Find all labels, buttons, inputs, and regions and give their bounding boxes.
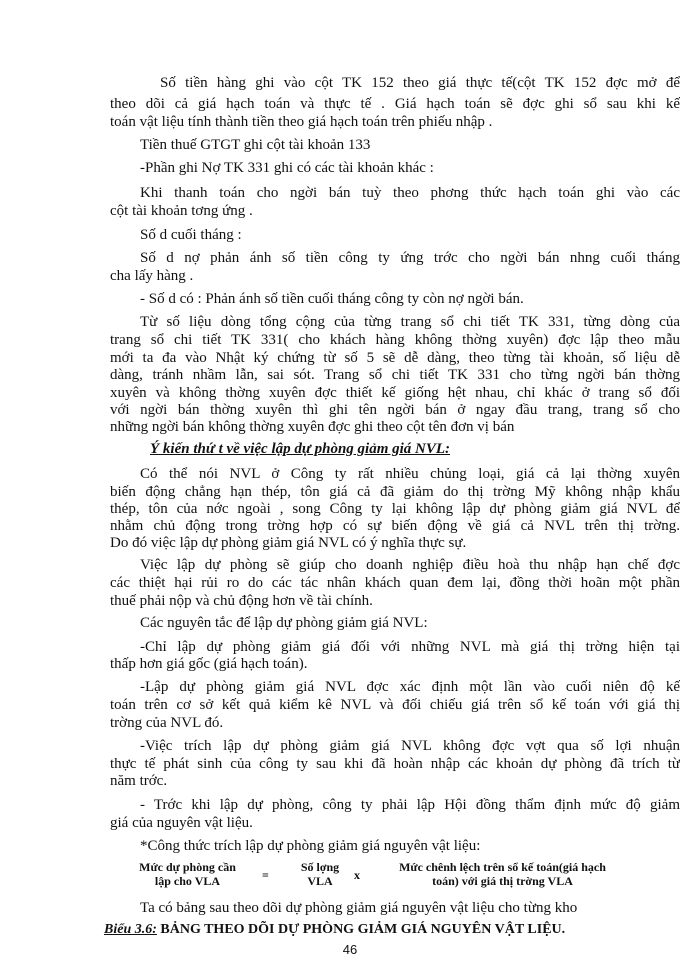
- paragraph-line: toán trên cơ sở kết quả kiểm kê NVL và đối chiếu giá trên sổ kế toán với giá thị: [110, 697, 680, 713]
- paragraph-line: cột tài khoản tơng ứng .: [110, 203, 253, 219]
- paragraph-line: trang sổ chi tiết TK 331( cho khách hàng không thờng xuyên) đợc lập theo mẫu: [110, 332, 680, 348]
- paragraph-line: mới ta đa vào Nhật ký chứng từ số 5 sẽ dễ dàng, theo từng tài khoản, số liệu dễ: [110, 350, 680, 366]
- paragraph-line: -Việc trích lập dự phòng giảm giá NVL không đợc vợt qua số lợi nhuận: [140, 738, 680, 754]
- paragraph-line: Số d nợ phản ánh số tiền công ty ứng trớc cho ngời bán nhng cuối tháng: [140, 250, 680, 266]
- formula-lhs-line2: lập cho VLA: [154, 874, 221, 888]
- paragraph-line: Số tiền hàng ghi vào cột TK 152 theo giá thực tế(cột TK 152 đợc mở để: [160, 75, 680, 91]
- paragraph-line: Từ số liệu dòng tổng cộng của từng trang sổ chi tiết TK 331, từng dòng của: [140, 314, 680, 330]
- paragraph-line: Việc lập dự phòng sẽ giúp cho doanh nghiệp điều hoà thu nhập hạn chế đợc: [140, 557, 680, 573]
- section-heading: Ý kiến thứ t về việc lập dự phòng giảm giá NVL:: [150, 441, 451, 457]
- caption-text: BẢNG THEO DÕI DỰ PHÒNG GIẢM GIÁ NGUYÊN VẬT LIỆU.: [156, 922, 566, 937]
- paragraph-line: Các nguyên tắc để lập dự phòng giảm giá NVL:: [140, 615, 428, 631]
- formula-equals: =: [262, 868, 269, 882]
- paragraph-line: năm trớc.: [110, 773, 168, 789]
- paragraph-line: thấp hơn giá gốc (giá hạch toán).: [110, 656, 308, 672]
- formula-lhs: [130, 860, 245, 888]
- paragraph-line: -Phần ghi Nợ TK 331 ghi có các tài khoản khác :: [140, 160, 434, 176]
- paragraph-line: xuyên và không thờng xuyên đợc thiết kế giống hệt nhau, chỉ khác ở trang sổ đối: [110, 385, 680, 401]
- paragraph-line: Ta có bảng sau theo dõi dự phòng giảm giá nguyên vật liệu cho từng kho: [140, 900, 578, 916]
- formula-rhs-line1: Mức chênh lệch trên sổ kế toán(giá hạch: [399, 860, 606, 874]
- paragraph-line: giá của nguyên vật liệu.: [110, 815, 253, 831]
- caption-label: Biểu 3.6:: [104, 922, 157, 937]
- paragraph-line: những ngời bán không thờng xuyên đợc ghi theo cột tên đơn vị bán: [110, 419, 515, 435]
- paragraph-line: dàng, tránh nhầm lẫn, sai sót. Trang sổ chi tiết TK 331 cho từng ngời bán thờng: [110, 367, 680, 383]
- table-caption: [104, 922, 565, 938]
- paragraph-line: -Chỉ lập dự phòng giảm giá đối với những NVL mà giá thị trờng hiện tại: [140, 639, 680, 655]
- paragraph-line: trờng của NVL đó.: [110, 715, 224, 731]
- paragraph-line: toán vật liệu tính thành tiền theo giá hạch toán trên phiếu nhập .: [110, 114, 493, 130]
- paragraph-line: thép, tôn của nớc ngoài , song Công ty lại không lập dự phòng giảm giá NVL để: [110, 501, 680, 517]
- paragraph-line: theo dõi cả giá hạch toán và thực tế . Giá hạch toán sẽ đợc ghi sổ sau khi kế: [110, 96, 680, 112]
- paragraph-line: với ngời bán thờng xuyên thì ghi tên ngời bán ở ngay đầu trang, trang sổ cho: [110, 402, 680, 418]
- formula-times: x: [354, 868, 360, 882]
- paragraph-line: biến động chẳng hạn thép, tôn giá cả đã giảm do thị trờng Mỹ không nhập khẩu: [110, 484, 680, 500]
- formula-rhs-line2: toán) với giá thị trờng VLA: [432, 874, 573, 888]
- formula-mid-line2: VLA: [307, 874, 333, 888]
- paragraph-line: nhằm chủ động trong trờng hợp có sự biến động về giá cả NVL trên thị trờng.: [110, 518, 680, 534]
- paragraph-line: *Công thức trích lập dự phòng giảm giá nguyên vật liệu:: [140, 838, 481, 854]
- paragraph-line: - Trớc khi lập dự phòng, công ty phải lập Hội đồng thẩm định mức độ giảm: [140, 797, 680, 813]
- formula-mid-line1: Số lợng: [300, 860, 340, 874]
- paragraph-line: thực tế phát sinh của công ty sau khi đã hoàn nhập các khoản dự phòng đã trích từ: [110, 756, 680, 772]
- paragraph-line: Số d cuối tháng :: [140, 227, 242, 243]
- paragraph-line: thuế phải nộp và chủ động hơn về tài chính.: [110, 593, 373, 609]
- paragraph-line: Do đó việc lập dự phòng giảm giá NVL có ý nghĩa thực sự.: [110, 535, 467, 551]
- formula-mid: [280, 860, 360, 888]
- paragraph-line: Tiền thuế GTGT ghi cột tài khoản 133: [140, 137, 371, 153]
- formula-rhs: [375, 860, 630, 888]
- paragraph-line: cha lấy hàng .: [110, 268, 194, 284]
- paragraph-line: -Lập dự phòng giảm giá NVL đợc xác định một lần vào cuối niên độ kế: [140, 679, 680, 695]
- page-number: 46: [342, 942, 358, 957]
- paragraph-line: Khi thanh toán cho ngời bán tuỳ theo phơng thức hạch toán ghi vào các: [140, 185, 680, 201]
- formula: [130, 860, 630, 896]
- paragraph-line: Có thể nói NVL ở Công ty rất nhiều chủng loại, giá cả lại thờng xuyên: [140, 466, 680, 482]
- paragraph-line: - Số d có : Phản ánh số tiền cuối tháng công ty còn nợ ngời bán.: [140, 291, 524, 307]
- paragraph-line: các thiệt hại rủi ro do các tác nhân khách quan đem lại, đồng thời hoãn một phần: [110, 575, 680, 591]
- formula-lhs-line1: Mức dự phòng cần: [139, 860, 236, 874]
